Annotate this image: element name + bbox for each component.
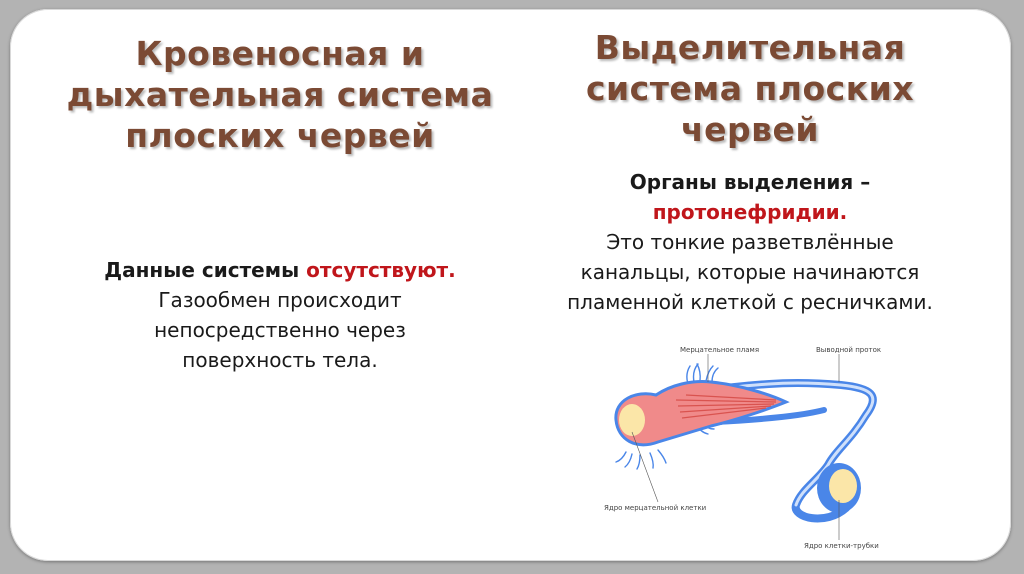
right-title-line-3: червей: [680, 110, 820, 149]
flame-cell-nucleus: [619, 404, 645, 436]
label-flame-nucleus: Ядро мерцательной клетки: [604, 504, 707, 512]
label-duct: Выводной проток: [816, 346, 882, 354]
right-title-line-2: система плоских: [586, 69, 914, 108]
right-description-line-4: канальцы, которые начинаются: [580, 260, 920, 284]
right-description: [510, 167, 990, 317]
left-description-line-3: непосредственно через: [154, 318, 406, 342]
right-description-line-3: Это тонкие разветвлённые: [606, 230, 894, 254]
protonephridium-diagram: [596, 340, 896, 555]
protonephridia-highlight: протонефридии.: [652, 200, 848, 224]
left-description: [40, 255, 520, 375]
left-title: [30, 33, 530, 156]
right-title-line-1: Выделительная: [594, 28, 906, 67]
right-title: [530, 27, 970, 150]
absent-highlight: отсутствуют.: [306, 258, 456, 282]
left-bold-phrase: Данные системы: [104, 258, 307, 282]
label-tube-nucleus: Ядро клетки-трубки: [804, 542, 879, 550]
left-title-line-2: дыхательная система: [66, 75, 494, 114]
left-title-line-3: плоских червей: [125, 116, 435, 155]
label-flame: Мерцательное пламя: [680, 346, 760, 354]
left-description-line-2: Газообмен происходит: [158, 288, 402, 312]
left-description-line-4: поверхность тела.: [182, 348, 378, 372]
left-title-line-1: Кровеносная и: [135, 34, 425, 73]
left-description-line-1: [40, 255, 520, 285]
right-description-line-5: пламенной клеткой с ресничками.: [567, 290, 933, 314]
right-bold-line: Органы выделения –: [629, 170, 871, 194]
tube-cell-nucleus: [829, 469, 857, 503]
